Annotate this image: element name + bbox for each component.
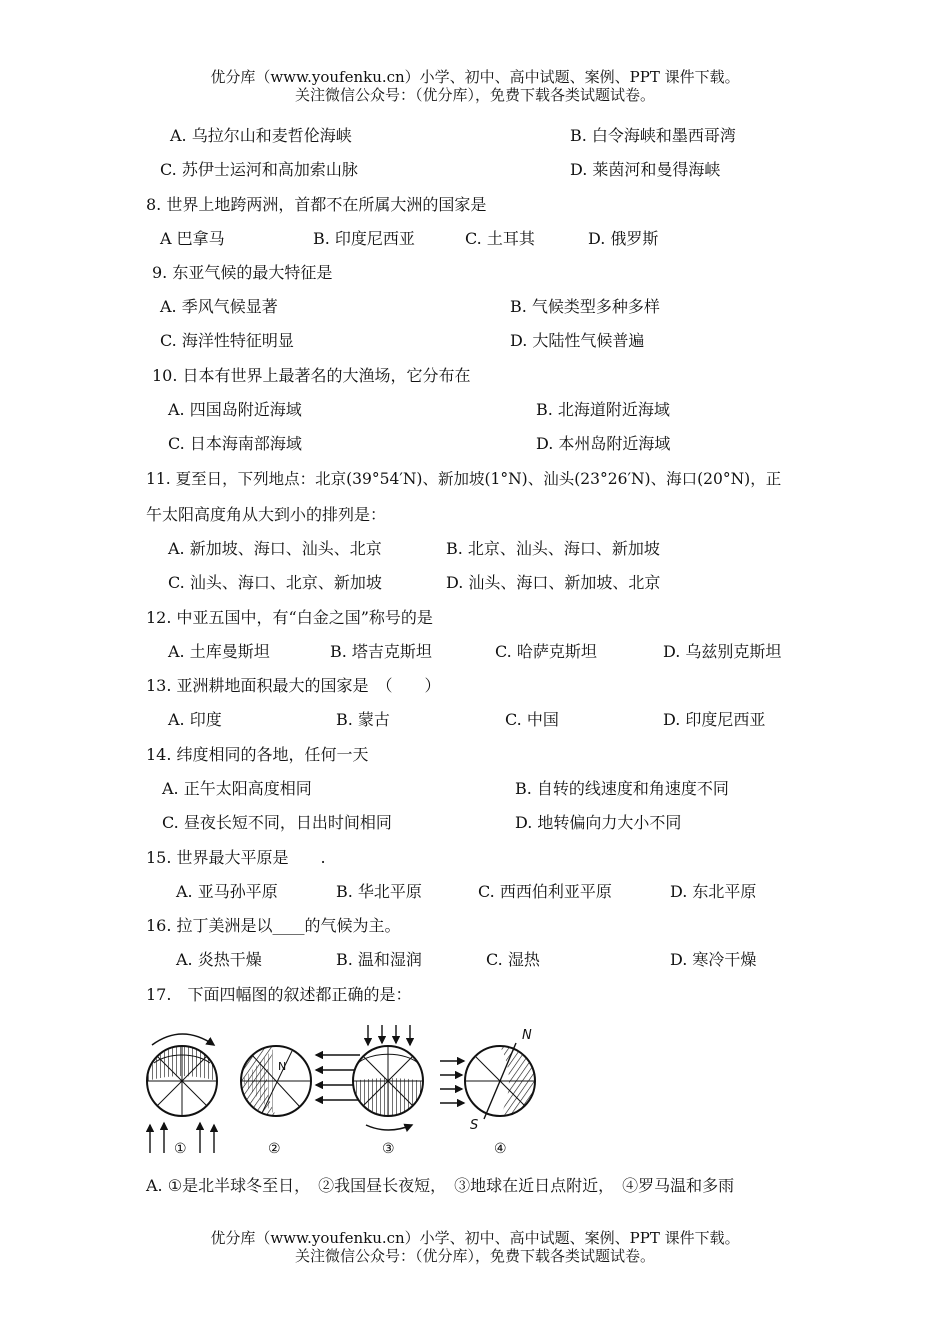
globe-3	[353, 1025, 423, 1130]
footer-line-2: 关注微信公众号：（优分库），免费下载各类试题试卷。	[294, 1247, 655, 1265]
q12-stem: 12. 中亚五国中，有“白金之国”称号的是	[146, 608, 433, 627]
q9-stem: 9. 东亚气候的最大特征是	[152, 263, 333, 282]
q14-option-d: D. 地转偏向力大小不同	[515, 813, 682, 832]
q17-stem: 17. 下面四幅图的叙述都正确的是：	[146, 985, 412, 1004]
q11-stem-line-1: 11. 夏至日，下列地点：北京(39°54′N)、新加坡(1°N)、汕头(23°26′N)、海口(20°N)，正	[146, 470, 782, 488]
q11-option-c: C. 汕头、海口、北京、新加坡	[168, 573, 382, 592]
q15-stem: 15. 世界最大平原是 .	[146, 848, 326, 867]
q7-option-d: D. 莱茵河和曼得海峡	[570, 160, 721, 179]
globe-diagrams	[140, 1025, 560, 1160]
q14-option-c: C. 昼夜长短不同，日出时间相同	[162, 813, 392, 832]
q12-option-a: A. 土库曼斯坦	[168, 642, 270, 661]
globe-2-north-label: N	[278, 1060, 287, 1073]
q8-stem: 8. 世界上地跨两洲，首都不在所属大洲的国家是	[146, 195, 487, 214]
figure-label-4: ④	[494, 1141, 507, 1157]
q11-option-b: B. 北京、汕头、海口、新加坡	[446, 539, 660, 558]
q8-option-d: D. 俄罗斯	[588, 229, 659, 248]
q8-option-a: A 巴拿马	[160, 229, 225, 248]
q14-stem: 14. 纬度相同的各地，任何一天	[146, 745, 369, 764]
earth-illumination-figures	[140, 1025, 560, 1160]
q16-stem: 16. 拉丁美洲是以____的气候为主。	[146, 916, 401, 935]
footer-line-1: 优分库（www.youfenku.cn）小学、初中、高中试题、案例、PPT 课件下载。	[210, 1229, 740, 1247]
q11-option-d: D. 汕头、海口、新加坡、北京	[446, 573, 661, 592]
q10-option-c: C. 日本海南部海域	[168, 434, 302, 453]
q13-option-d: D. 印度尼西亚	[663, 710, 766, 729]
q13-option-c: C. 中国	[505, 710, 559, 729]
globe-4-north-label: N	[522, 1028, 532, 1043]
q10-stem: 10. 日本有世界上最著名的大渔场，它分布在	[152, 366, 471, 385]
q8-option-c: C. 土耳其	[465, 229, 535, 248]
figure-label-3: ③	[382, 1141, 395, 1157]
q10-option-a: A. 四国岛附近海域	[168, 400, 302, 419]
q13-option-b: B. 蒙古	[336, 710, 390, 729]
globe-4-south-label: S	[470, 1118, 479, 1133]
q14-option-a: A. 正午太阳高度相同	[162, 779, 312, 798]
q10-option-d: D. 本州岛附近海域	[536, 434, 671, 453]
q16-option-b: B. 温和湿润	[336, 950, 422, 969]
figure-label-1: ①	[174, 1141, 187, 1157]
q11-option-a: A. 新加坡、海口、汕头、北京	[168, 539, 382, 558]
q12-option-c: C. 哈萨克斯坦	[495, 642, 597, 661]
q13-stem: 13. 亚洲耕地面积最大的国家是 （ ）	[146, 676, 441, 695]
q16-option-d: D. 寒冷干燥	[670, 950, 757, 969]
q8-option-b: B. 印度尼西亚	[313, 229, 415, 248]
q9-option-b: B. 气候类型多种多样	[510, 297, 660, 316]
q15-option-b: B. 华北平原	[336, 882, 422, 901]
globe-4	[440, 1028, 535, 1133]
q15-option-a: A. 亚马孙平原	[176, 882, 278, 901]
q15-option-d: D. 东北平原	[670, 882, 757, 901]
q10-option-b: B. 北海道附近海域	[536, 400, 670, 419]
globe-2	[241, 1046, 360, 1116]
q9-option-d: D. 大陆性气候普遍	[510, 331, 645, 350]
q9-option-a: A. 季风气候显著	[160, 297, 278, 316]
q12-option-d: D. 乌兹别克斯坦	[663, 642, 782, 661]
q11-stem-line-2: 午太阳高度角从大到小的排列是：	[146, 505, 387, 524]
q7-option-b: B. 白令海峡和墨西哥湾	[570, 126, 736, 145]
globe-1	[147, 1034, 217, 1153]
q7-option-a: A. 乌拉尔山和麦哲伦海峡	[170, 126, 352, 145]
figure-label-2: ②	[268, 1141, 281, 1157]
q9-option-c: C. 海洋性特征明显	[160, 331, 294, 350]
q14-option-b: B. 自转的线速度和角速度不同	[515, 779, 729, 798]
q16-option-a: A. 炎热干燥	[176, 950, 262, 969]
q13-option-a: A. 印度	[168, 710, 222, 729]
q7-option-c: C. 苏伊士运河和高加索山脉	[160, 160, 358, 179]
q15-option-c: C. 西西伯利亚平原	[478, 882, 612, 901]
q12-option-b: B. 塔吉克斯坦	[330, 642, 432, 661]
q16-option-c: C. 湿热	[486, 950, 540, 969]
header-line-2: 关注微信公众号：（优分库），免费下载各类试题试卷。	[294, 86, 655, 104]
q17-option-a: A. ①是北半球冬至日， ②我国昼长夜短， ③地球在近日点附近， ④罗马温和多雨	[146, 1176, 735, 1195]
header-line-1: 优分库（www.youfenku.cn）小学、初中、高中试题、案例、PPT 课件下载。	[210, 68, 740, 86]
